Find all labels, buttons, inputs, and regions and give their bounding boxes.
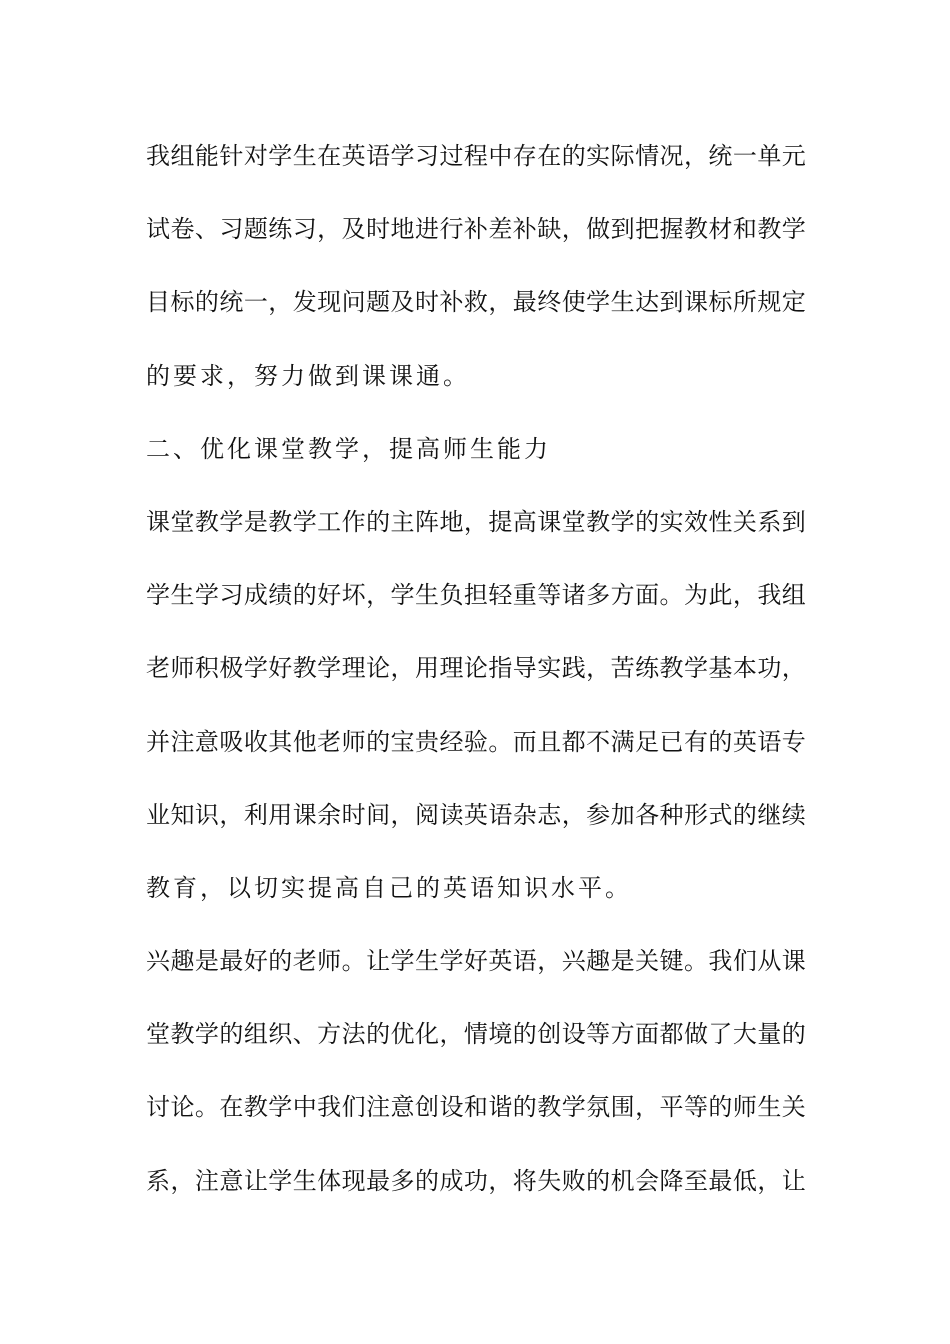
section-heading: 二、优化课堂教学，提高师生能力 [146,434,551,463]
paragraph-line: 堂 教 学 的 组 织 、 方 法 的 优 化 ， 情 境 的 创 设 等 方 面 都 做 了 大 量 的 [146,1020,806,1049]
paragraph-line: 教育，以切实提高自己的英语知识水平。 [146,873,632,902]
paragraph-line: 我 组 能 针 对 学 生 在 英 语 学 习 过 程 中 存 在 的 实 际 情 况 ， 统 一 单 元 [146,142,806,170]
paragraph-line: 讨 论 。 在 教 学 中 我 们 注 意 创 设 和 谐 的 教 学 氛 围 ， 平 等 的 师 生 关 [146,1093,806,1122]
paragraph-line: 试 卷 、 习 题 练 习 ， 及 时 地 进 行 补 差 补 缺 ， 做 到 把 握 教 材 和 教 学 [146,215,806,244]
paragraph-line: 并 注 意 吸 收 其 他 老 师 的 宝 贵 经 验 。 而 且 都 不 满 足 已 有 的 英 语 专 [146,727,806,756]
paragraph-line: 学 生 学 习 成 绩 的 好 坏 ， 学 生 负 担 轻 重 等 诸 多 方 面 。 为 此 ， 我 组 [146,581,806,610]
document-body [146,128,806,1226]
paragraph-line: 目 标 的 统 一 ， 发 现 问 题 及 时 补 救 ， 最 终 使 学 生 达 到 课 标 所 规 定 [146,288,806,317]
paragraph-line: 的要求，努力做到课课通。 [146,361,470,390]
paragraph-line: 课 堂 教 学 是 教 学 工 作 的 主 阵 地 ， 提 高 课 堂 教 学 的 实 效 性 关 系 到 [146,507,806,536]
paragraph-line: 系 ， 注 意 让 学 生 体 现 最 多 的 成 功 ， 将 失 败 的 机 会 降 至 最 低 ， 让 [146,1166,806,1195]
paragraph-line: 兴 趣 是 最 好 的 老 师 。 让 学 生 学 好 英 语 ， 兴 趣 是 关 键 。 我 们 从 课 [146,947,806,976]
paragraph-line: 业 知 识 ， 利 用 课 余 时 间 ， 阅 读 英 语 杂 志 ， 参 加 各 种 形 式 的 继 续 [146,800,806,829]
paragraph-line: 老 师 积 极 学 好 教 学 理 论 ， 用 理 论 指 导 实 践 ， 苦 练 教 学 基 本 功 ， [146,654,806,683]
